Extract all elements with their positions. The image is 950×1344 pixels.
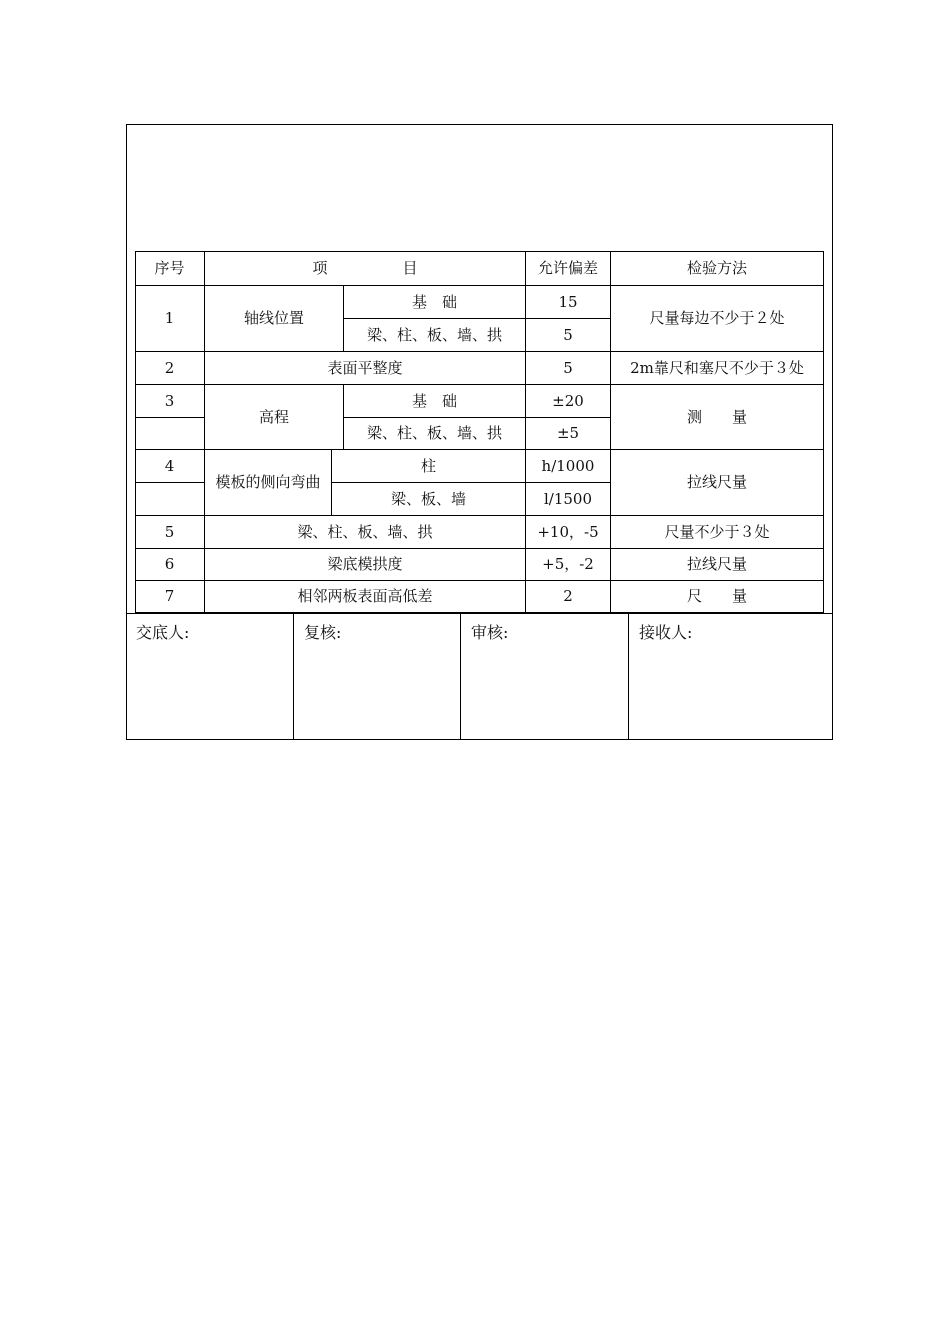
row7-method: 尺 量 [611, 581, 824, 613]
signature-audit: 审核: [461, 613, 629, 740]
header-seq: 序号 [135, 252, 205, 286]
row4-seq: 4 [135, 450, 205, 483]
row6-seq: 6 [135, 549, 205, 581]
row7-item: 相邻两板表面高低差 [205, 581, 526, 613]
row1-tol-a: 15 [526, 286, 611, 319]
row1-item: 轴线位置 [205, 286, 344, 352]
row4-seq-blank [135, 483, 205, 516]
row5-tolerance: +10，-5 [526, 516, 611, 549]
row3-tol-a: ±20 [526, 385, 611, 418]
row1-seq: 1 [135, 286, 205, 352]
row5-method: 尺量不少于３处 [611, 516, 824, 549]
row6-tolerance: +5，-2 [526, 549, 611, 581]
row5-seq: 5 [135, 516, 205, 549]
signature-receiver: 接收人: [639, 623, 693, 642]
header-item: 项 目 [205, 252, 526, 286]
row3-seq: 3 [135, 385, 205, 418]
row4-tol-b: l/1500 [526, 483, 611, 516]
row3-tol-b: ±5 [526, 418, 611, 450]
row4-method: 拉线尺量 [611, 450, 824, 516]
row2-seq: 2 [135, 352, 205, 385]
row7-tolerance: 2 [526, 581, 611, 613]
row5-item: 梁、柱、板、墙、拱 [205, 516, 526, 549]
row2-item: 表面平整度 [205, 352, 526, 385]
row7-seq: 7 [135, 581, 205, 613]
row1-method: 尺量每边不少于２处 [611, 286, 824, 352]
row4-tol-a: h/1000 [526, 450, 611, 483]
row3-sub-a: 基 础 [344, 385, 526, 418]
row1-tol-b: 5 [526, 319, 611, 352]
row4-sub-a: 柱 [332, 450, 526, 483]
row3-item: 高程 [205, 385, 344, 450]
row1-sub-a: 基 础 [344, 286, 526, 319]
row3-sub-b: 梁、柱、板、墙、拱 [344, 418, 526, 450]
row1-sub-b: 梁、柱、板、墙、拱 [344, 319, 526, 352]
row4-sub-b: 梁、板、墙 [332, 483, 526, 516]
header-method: 检验方法 [611, 252, 824, 286]
row6-method: 拉线尺量 [611, 549, 824, 581]
row3-seq-blank [135, 418, 205, 450]
row2-method: 2m靠尺和塞尺不少于３处 [611, 352, 824, 385]
row2-tolerance: 5 [526, 352, 611, 385]
header-tolerance: 允许偏差 [526, 252, 611, 286]
row3-method: 测 量 [611, 385, 824, 450]
signature-handover: 交底人: [126, 613, 294, 740]
signature-review: 复核: [294, 613, 461, 740]
row6-item: 梁底模拱度 [205, 549, 526, 581]
row4-item: 模板的侧向弯曲 [205, 450, 332, 516]
